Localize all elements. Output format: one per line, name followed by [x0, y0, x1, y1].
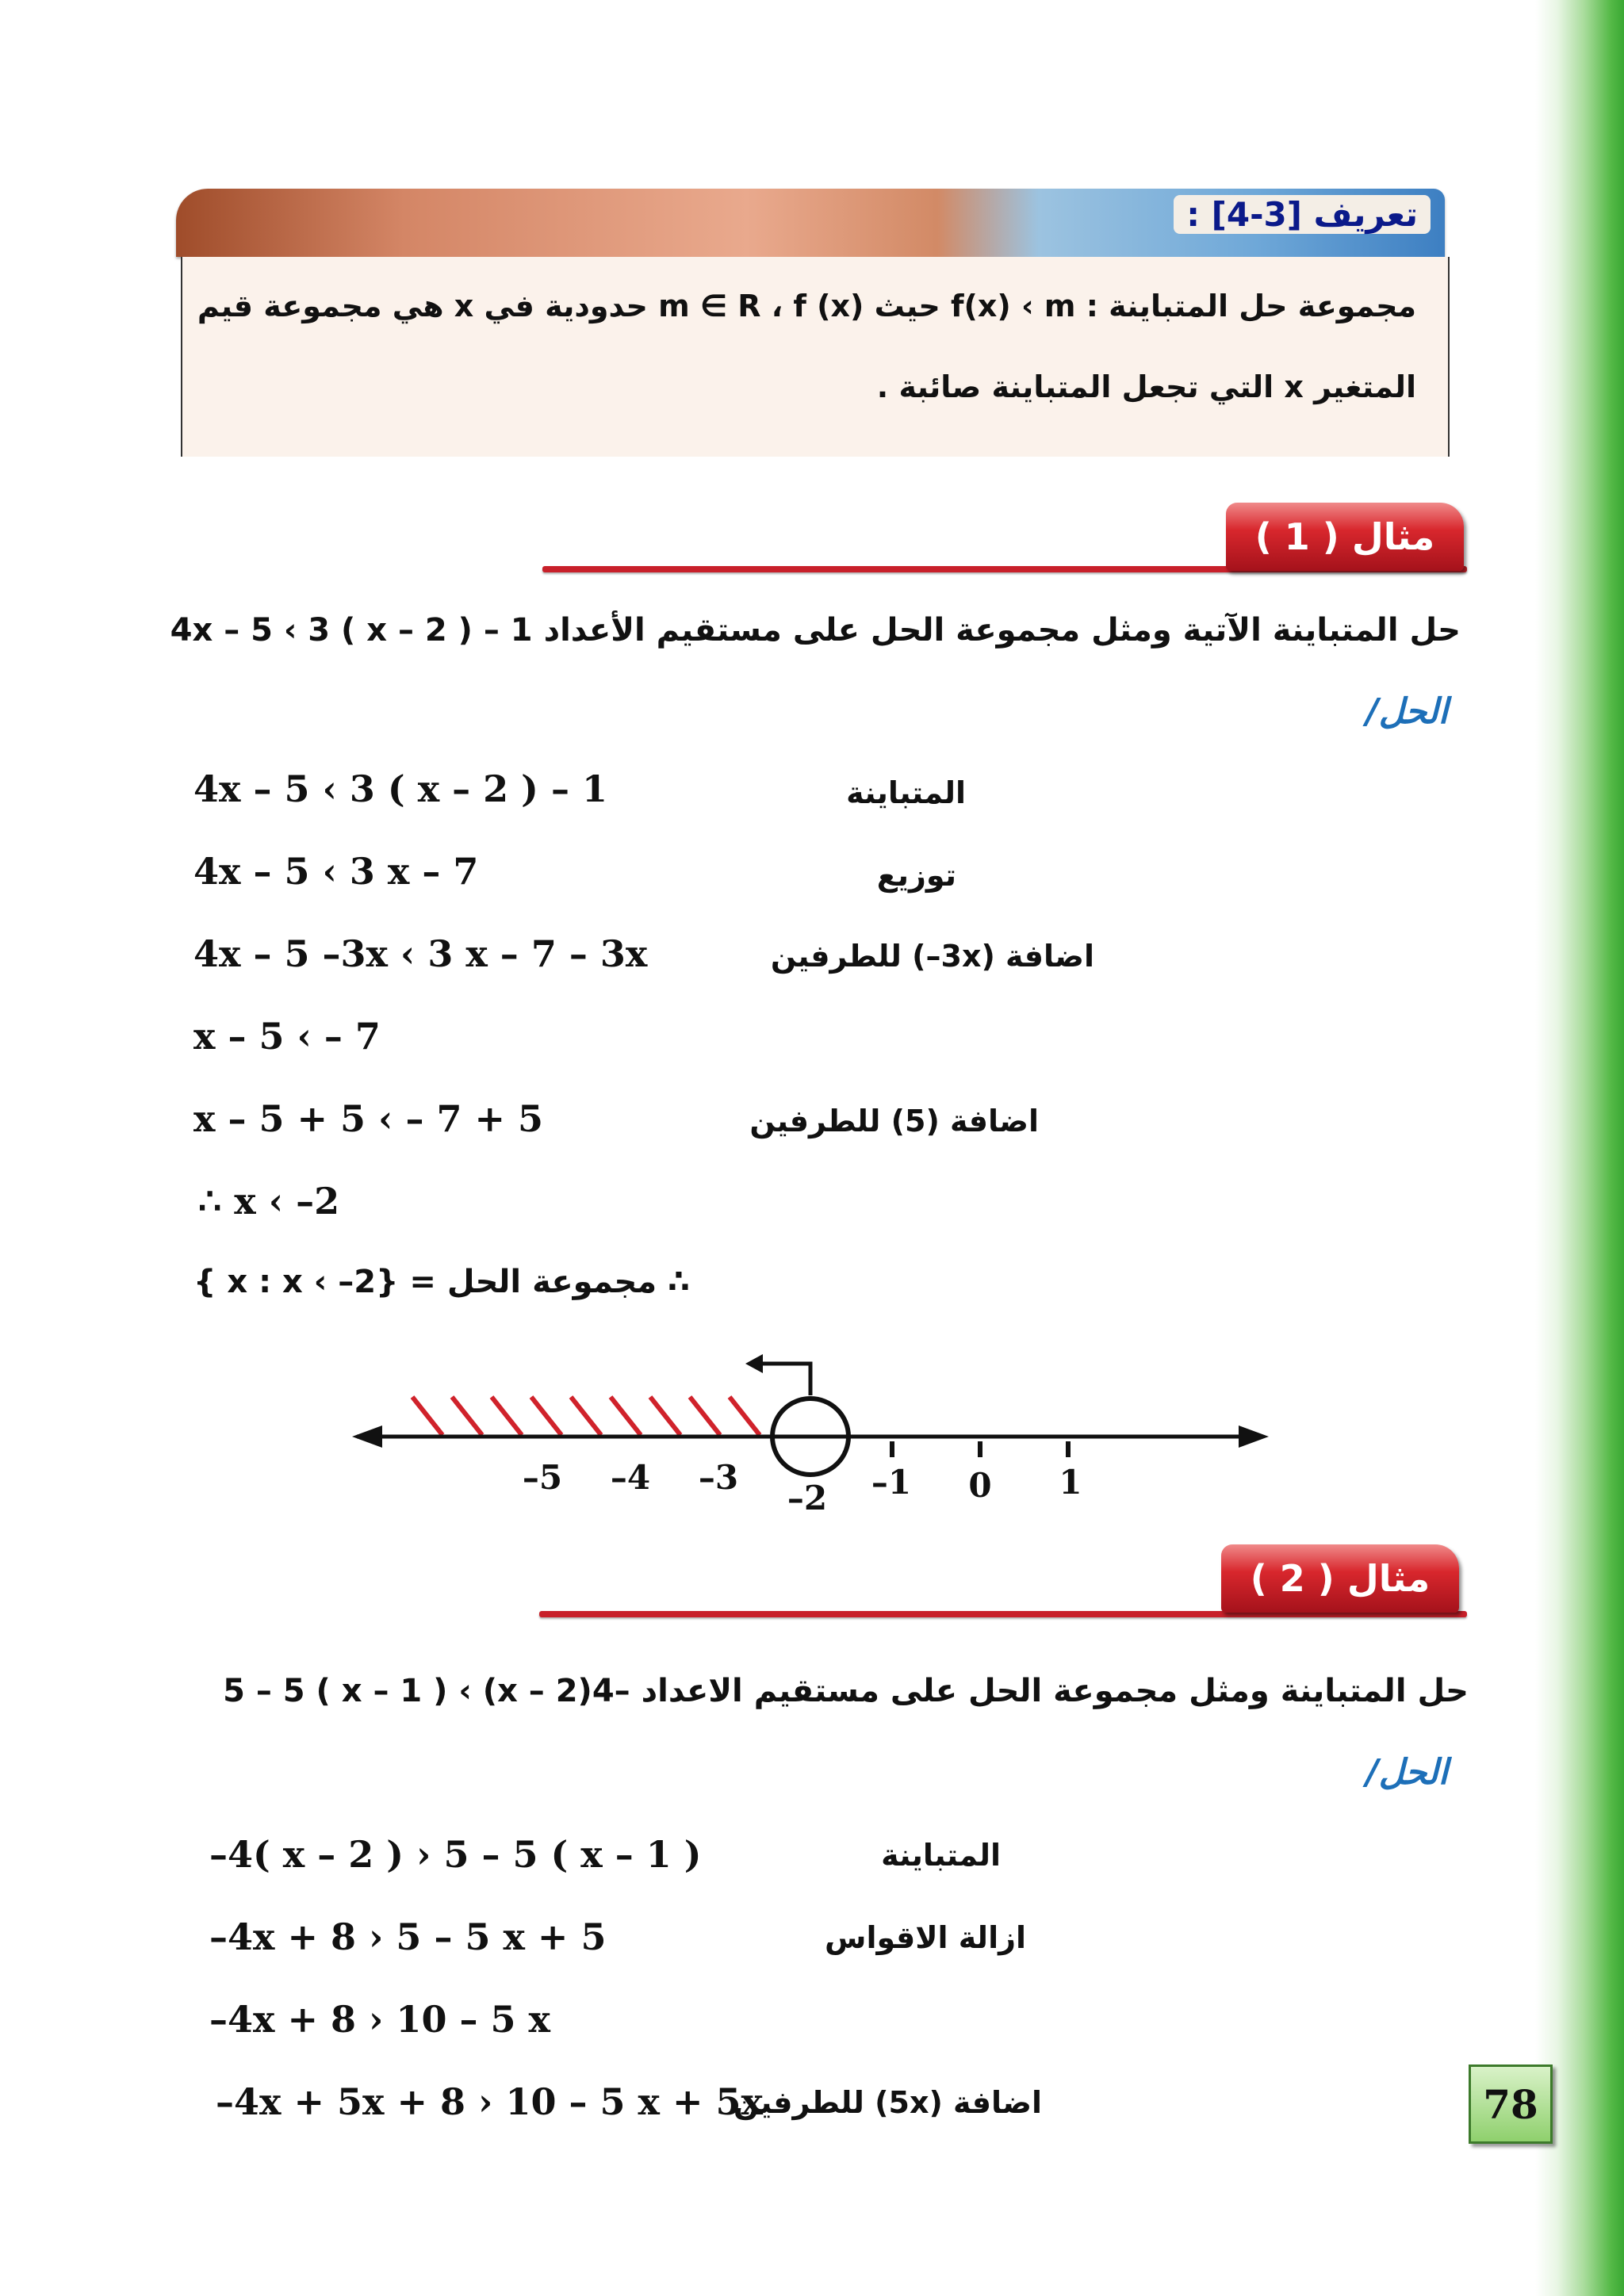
ex1-step-5-math: x – 5 + 5 ‹ – 7 + 5 [193, 1097, 544, 1140]
number-line [341, 1348, 1293, 1538]
ex1-step-3-math: 4x – 5 –3x ‹ 3 x – 7 – 3x [193, 932, 648, 975]
ex2-step-2-math: –4x + 8 › 5 – 5 x + 5 [209, 1915, 607, 1958]
example2-solution-label: الحل/ [1365, 1752, 1448, 1793]
ex1-step-1-math: 4x – 5 ‹ 3 ( x – 2 ) – 1 [193, 767, 607, 810]
solution-hatching [412, 1397, 760, 1435]
tick-label: 1 [1059, 1463, 1082, 1502]
direction-arrow-head [745, 1354, 763, 1373]
definition-title: تعريف [3-4] : [1174, 195, 1431, 234]
page-number: 78 [1469, 2064, 1553, 2144]
example1-badge [1226, 503, 1464, 571]
ex1-step-3-note: اضافة (3x–) للطرفين [770, 939, 1094, 974]
ex1-step-2-math: 4x – 5 ‹ 3 x – 7 [193, 850, 479, 893]
example1-badge-label: مثال ( 1 ) [1254, 515, 1435, 558]
ex2-step-1-math: –4( x – 2 ) › 5 – 5 ( x – 1 ) [209, 1833, 702, 1876]
ex2-step-2-note: ازالة الاقواس [825, 1920, 1026, 1955]
ex1-step-1-note: المتباينة [846, 775, 966, 810]
left-arrow-icon [352, 1425, 382, 1448]
example1-problem: حل المتباينة الآتية ومثل مجموعة الحل على مستقيم الأعداد 4x – 5 ‹ 3 ( x – 2 ) – 1 [170, 612, 1461, 649]
example2-problem: حل المتباينة ومثل مجموعة الحل على مستقيم الاعداد –4(x – 2) › 5 – 5 ( x – 1 ) [223, 1673, 1469, 1709]
side-decoration [1535, 0, 1624, 2296]
ex2-step-4-math: –4x + 5x + 8 › 10 – 5 x + 5x [216, 2080, 763, 2123]
ex2-step-3-math: –4x + 8 › 10 – 5 x [209, 1998, 550, 2041]
ex2-step-4-note: اضافة (5x) للطرفين [733, 2085, 1042, 2120]
ex1-step-5-note: اضافة (5) للطرفين [749, 1104, 1039, 1138]
definition-header [176, 189, 1445, 257]
ex1-step-4-math: x – 5 ‹ – 7 [193, 1015, 381, 1058]
tick-label: 0 [968, 1466, 992, 1505]
example1-solution-label: الحل/ [1365, 691, 1448, 732]
tick-label: –3 [698, 1458, 739, 1497]
example2-badge-label: مثال ( 2 ) [1250, 1557, 1431, 1600]
tick-label: –5 [522, 1458, 563, 1497]
tick-label: –1 [871, 1463, 912, 1502]
ex1-step-2-note: توزيع [876, 858, 956, 893]
right-arrow-icon [1239, 1425, 1269, 1448]
ex1-step-6-math: ∴ x ‹ –2 [198, 1180, 340, 1223]
tick-label: –4 [610, 1458, 651, 1497]
definition-line-1: مجموعة حل المتباينة : f(x) ‹ m حيث m ∈ R ، f (x) حدودية في x هي مجموعة قيم [197, 289, 1416, 323]
tick-label: –2 [787, 1479, 828, 1517]
definition-box [181, 257, 1450, 457]
ex2-step-1-note: المتباينة [881, 1838, 1001, 1873]
ex1-solution-set: ∴ مجموعة الحل = {x : x ‹ –2 } [193, 1264, 690, 1300]
example2-badge [1221, 1544, 1459, 1613]
definition-line-2: المتغير x التي تجعل المتباينة صائبة . [876, 369, 1416, 404]
